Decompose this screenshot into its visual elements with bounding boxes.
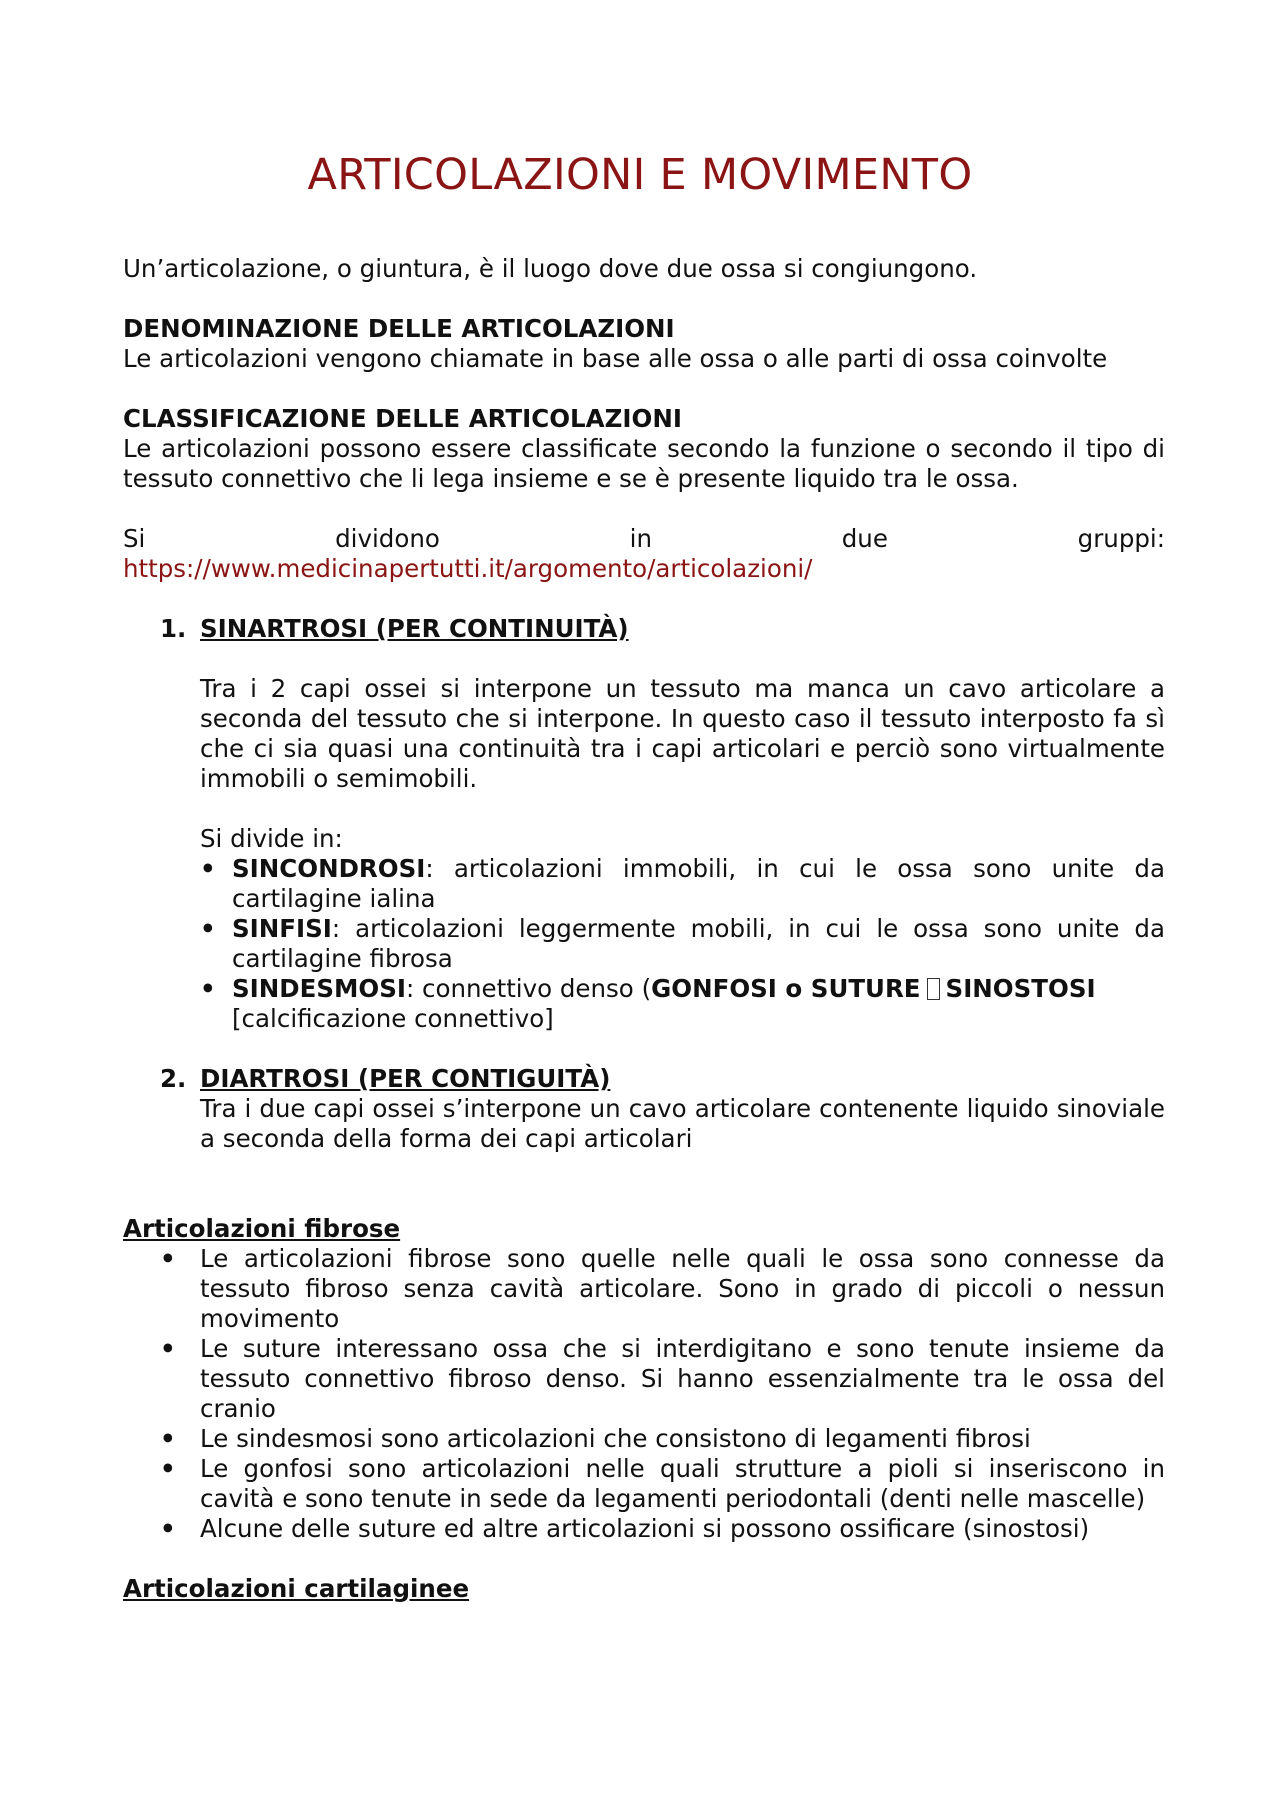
reference-link[interactable]: https://www.medicinapertutti.it/argomento/articolazioni/	[123, 554, 813, 583]
bullet-icon: •	[160, 1244, 176, 1273]
bullet-icon: •	[160, 1424, 176, 1453]
list-item-text: Le gonfosi sono articolazioni nelle quali strutture a pioli si inseriscono in cavità e sono tenute in sede da legamenti periodontali (denti nelle mascelle)	[200, 1454, 1165, 1513]
item-desc: : articolazioni leggermente mobili, in cui le ossa sono unite da cartilagine fibrosa	[232, 914, 1165, 973]
gruppi-text: Si dividono in due gruppi:	[123, 524, 1165, 553]
item-term: SINDESMOSI	[232, 974, 406, 1003]
sinartrosi-title: SINARTROSI (PER CONTINUITÀ)	[200, 614, 629, 643]
bullet-icon: •	[160, 1514, 176, 1543]
sinartrosi-list	[200, 854, 1165, 1034]
list-item	[160, 1514, 1165, 1544]
bullet-icon: •	[160, 1334, 176, 1363]
item-tail: [calcificazione connettivo]	[232, 1004, 554, 1033]
sinartrosi-text: Tra i 2 capi ossei si interpone un tessuto ma manca un cavo articolare a seconda del tessuto che si interpone. In questo caso il tessuto interposto fa sì che ci sia quasi una continuità tra i capi articolari e perciò sono virtualmente immobili o semimobili.	[200, 674, 1165, 793]
list-item	[200, 854, 1165, 914]
sinartrosi-divide-label: Si divide in:	[200, 824, 343, 853]
document-title: ARTICOLAZIONI E MOVIMENTO	[307, 150, 973, 200]
list-item-text: Alcune delle suture ed altre articolazioni si possono ossificare (sinostosi)	[200, 1514, 1090, 1543]
list-item	[200, 974, 1165, 1034]
document-body	[123, 254, 1165, 1604]
denominazione-heading: DENOMINAZIONE DELLE ARTICOLAZIONI	[123, 314, 675, 343]
diartrosi-text: Tra i due capi ossei s’interpone un cavo articolare contenente liquido sinoviale a seconda della forma dei capi articolari	[200, 1094, 1165, 1153]
fibrose-list	[160, 1244, 1165, 1544]
list-item	[160, 1334, 1165, 1424]
fibrose-heading: Articolazioni fibrose	[123, 1214, 401, 1243]
missing-glyph-icon	[927, 978, 940, 1000]
bullet-icon: •	[200, 854, 216, 883]
denominazione-text: Le articolazioni vengono chiamate in base alle ossa o alle parti di ossa coinvolte	[123, 344, 1108, 373]
item-term: SINCONDROSI	[232, 854, 426, 883]
list-item	[160, 1454, 1165, 1514]
list-item-text: Le sindesmosi sono articolazioni che consistono di legamenti fibrosi	[200, 1424, 1031, 1453]
diartrosi-title: DIARTROSI (PER CONTIGUITÀ)	[200, 1064, 611, 1093]
cartilaginee-heading: Articolazioni cartilaginee	[123, 1574, 470, 1603]
diartrosi-number: 2.	[160, 1064, 187, 1093]
classificazione-text: Le articolazioni possono essere classificate secondo la funzione o secondo il tipo di tessuto connettivo che li lega insieme e se è presente liquido tra le ossa.	[123, 434, 1165, 493]
list-item	[160, 1244, 1165, 1334]
classificazione-heading: CLASSIFICAZIONE DELLE ARTICOLAZIONI	[123, 404, 682, 433]
item-desc: : connettivo denso (	[405, 974, 652, 1003]
list-item-text: Le suture interessano ossa che si interdigitano e sono tenute insieme da tessuto connettivo fibroso denso. Si hanno essenzialmente tra le ossa del cranio	[200, 1334, 1165, 1423]
sinartrosi-number: 1.	[160, 614, 187, 643]
list-item	[200, 914, 1165, 974]
bullet-icon: •	[200, 974, 216, 1003]
intro-paragraph: Un’articolazione, o giuntura, è il luogo dove due ossa si congiungono.	[123, 254, 978, 283]
list-item-text: Le articolazioni fibrose sono quelle nelle quali le ossa sono connesse da tessuto fibroso senza cavità articolare. Sono in grado di piccoli o nessun movimento	[200, 1244, 1165, 1333]
item-bold-b: SINOSTOSI	[945, 974, 1096, 1003]
sinartrosi-heading	[160, 614, 1165, 644]
item-term: SINFISI	[232, 914, 332, 943]
bullet-icon: •	[200, 914, 216, 943]
list-item	[160, 1424, 1165, 1454]
bullet-icon: •	[160, 1454, 176, 1483]
diartrosi-heading	[160, 1064, 1165, 1094]
item-desc: : articolazioni immobili, in cui le ossa sono unite da cartilagine ialina	[232, 854, 1165, 913]
item-bold-a: GONFOSI o SUTURE	[651, 974, 921, 1003]
